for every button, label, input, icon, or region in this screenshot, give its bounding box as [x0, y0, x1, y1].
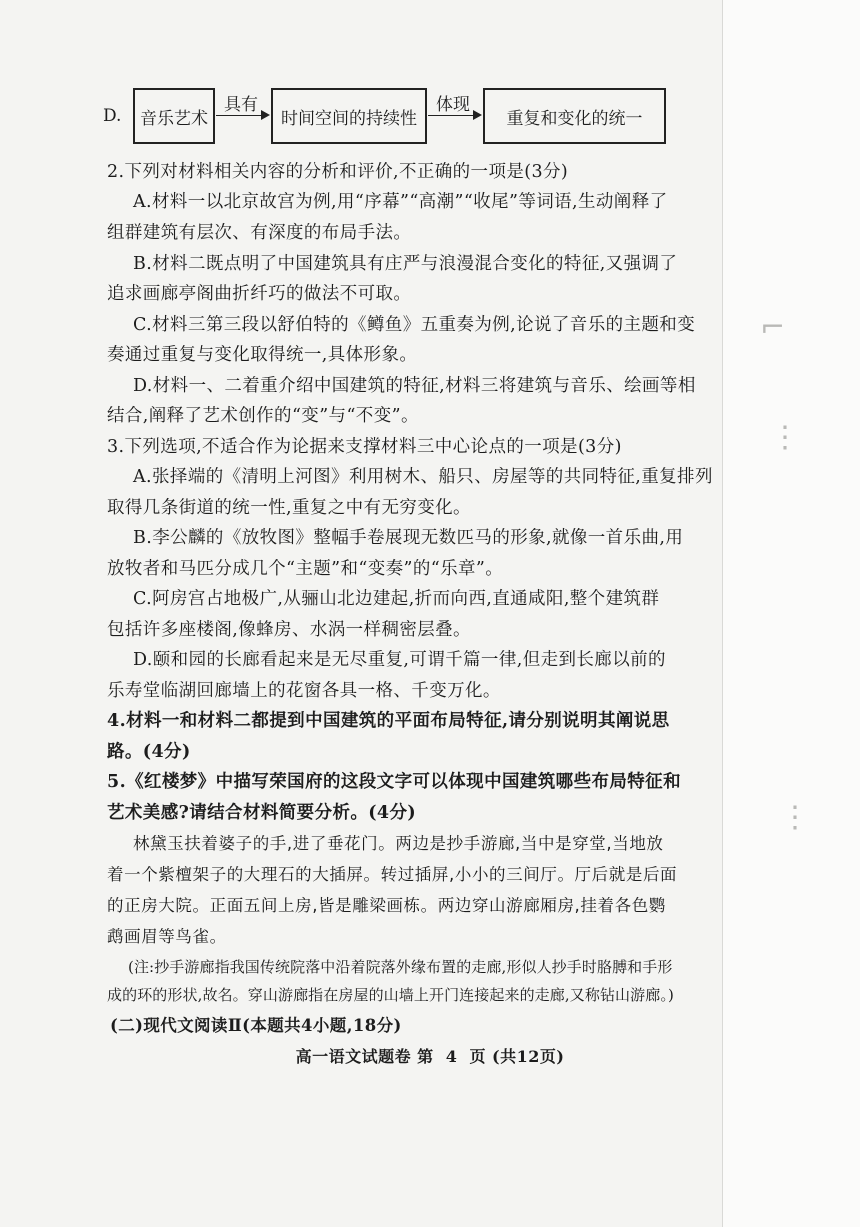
question-stem: 4.材料一和材料二都提到中国建筑的平面布局特征,请分别说明其阐说思: [107, 711, 670, 731]
footer-prefix: 高一语文试题卷 第: [295, 1047, 434, 1066]
question-stem: 3.下列选项,不适合作为论据来支撑材料三中心论点的一项是(3分): [107, 437, 622, 457]
footer-page-number: 4: [445, 1047, 458, 1066]
diagram-box: [483, 88, 666, 144]
option-line: 取得几条街道的统一性,重复之中有无穷变化。: [107, 498, 471, 518]
show-through-mark: ⋮: [780, 800, 810, 835]
arrow-right-icon: [216, 115, 268, 116]
option-line: 奏通过重复与变化取得统一,具体形象。: [107, 345, 418, 365]
option-line: 组群建筑有层次、有深度的布局手法。: [107, 223, 412, 243]
show-through-mark: ⌐: [760, 310, 786, 345]
page-margin-strip: [722, 0, 860, 1227]
option-line: 包括许多座楼阁,像蜂房、水涡一样稠密层叠。: [107, 620, 471, 640]
diagram-box: [133, 88, 215, 144]
option-line: 追求画廊亭阁曲折纤巧的做法不可取。: [107, 284, 412, 304]
quoted-passage: 着一个紫檀架子的大理石的大插屏。转过插屏,小小的三间厅。厅后就是后面: [107, 865, 678, 884]
question-stem: 2.下列对材料相关内容的分析和评价,不正确的一项是(3分): [107, 162, 569, 182]
option-line: 乐寿堂临湖回廊墙上的花窗各具一格、千变万化。: [107, 681, 501, 701]
quoted-passage: 的正房大院。正面五间上房,皆是雕梁画栋。两边穿山游廊厢房,挂着各色鹦: [107, 896, 666, 915]
option-line: A.张择端的《清明上河图》利用树木、船只、房屋等的共同特征,重复排列: [133, 467, 713, 487]
show-through-mark: ⋮: [770, 420, 800, 455]
option-line: B.李公麟的《放牧图》整幅手卷展现无数匹马的形象,就像一首乐曲,用: [133, 528, 684, 548]
option-line: A.材料一以北京故宫为例,用“序幕”“高潮”“收尾”等词语,生动阐释了: [133, 192, 668, 212]
option-line: 结合,阐释了艺术创作的“变”与“不变”。: [107, 406, 419, 426]
diagram-box-text: 重复和变化的统一: [506, 108, 643, 129]
arrow-right-icon: [428, 115, 480, 116]
question-stem: 5.《红楼梦》中描写荣国府的这段文字可以体现中国建筑哪些布局特征和: [107, 772, 681, 792]
footer-middle: 页 (共: [469, 1047, 517, 1066]
quoted-passage: 鹉画眉等鸟雀。: [107, 927, 227, 946]
option-line: C.材料三第三段以舒伯特的《鳟鱼》五重奏为例,论说了音乐的主题和变: [133, 315, 696, 335]
section-heading: (二)现代文阅读Ⅱ(本题共4小题,18分): [110, 1016, 402, 1035]
arrow-label: 具有: [224, 95, 258, 115]
quoted-passage: 林黛玉扶着婆子的手,进了垂花门。两边是抄手游廊,当中是穿堂,当地放: [133, 834, 664, 853]
diagram-box-text: 时间空间的持续性: [281, 108, 417, 129]
footer-suffix: 页): [539, 1047, 565, 1066]
option-line: D.材料一、二着重介绍中国建筑的特征,材料三将建筑与音乐、绘画等相: [133, 376, 696, 396]
footer-total-pages: 12: [516, 1047, 540, 1066]
diagram-box: [271, 88, 427, 144]
footnote: (注:抄手游廊指我国传统院落中沿着院落外缘布置的走廊,形似人抄手时胳膊和手形: [128, 958, 673, 976]
question-stem: 艺术美感?请结合材料简要分析。(4分): [107, 803, 417, 823]
option-label: D.: [103, 106, 122, 126]
footnote: 成的环的形状,故名。穿山游廊指在房屋的山墙上开门连接起来的走廊,又称钻山游廊。): [107, 986, 674, 1004]
diagram-box-text: 音乐艺术: [140, 108, 208, 129]
page-footer: [0, 1044, 860, 1067]
option-line: B.材料二既点明了中国建筑具有庄严与浪漫混合变化的特征,又强调了: [133, 254, 678, 274]
arrow-label: 体现: [436, 95, 470, 115]
option-line: C.阿房宫占地极广,从骊山北边建起,折而向西,直通咸阳,整个建筑群: [133, 589, 660, 609]
question-stem: 路。(4分): [107, 742, 191, 762]
option-line: D.颐和园的长廊看起来是无尽重复,可谓千篇一律,但走到长廊以前的: [133, 650, 666, 670]
flow-diagram: [103, 88, 673, 148]
option-line: 放牧者和马匹分成几个“主题”和“变奏”的“乐章”。: [107, 559, 504, 579]
